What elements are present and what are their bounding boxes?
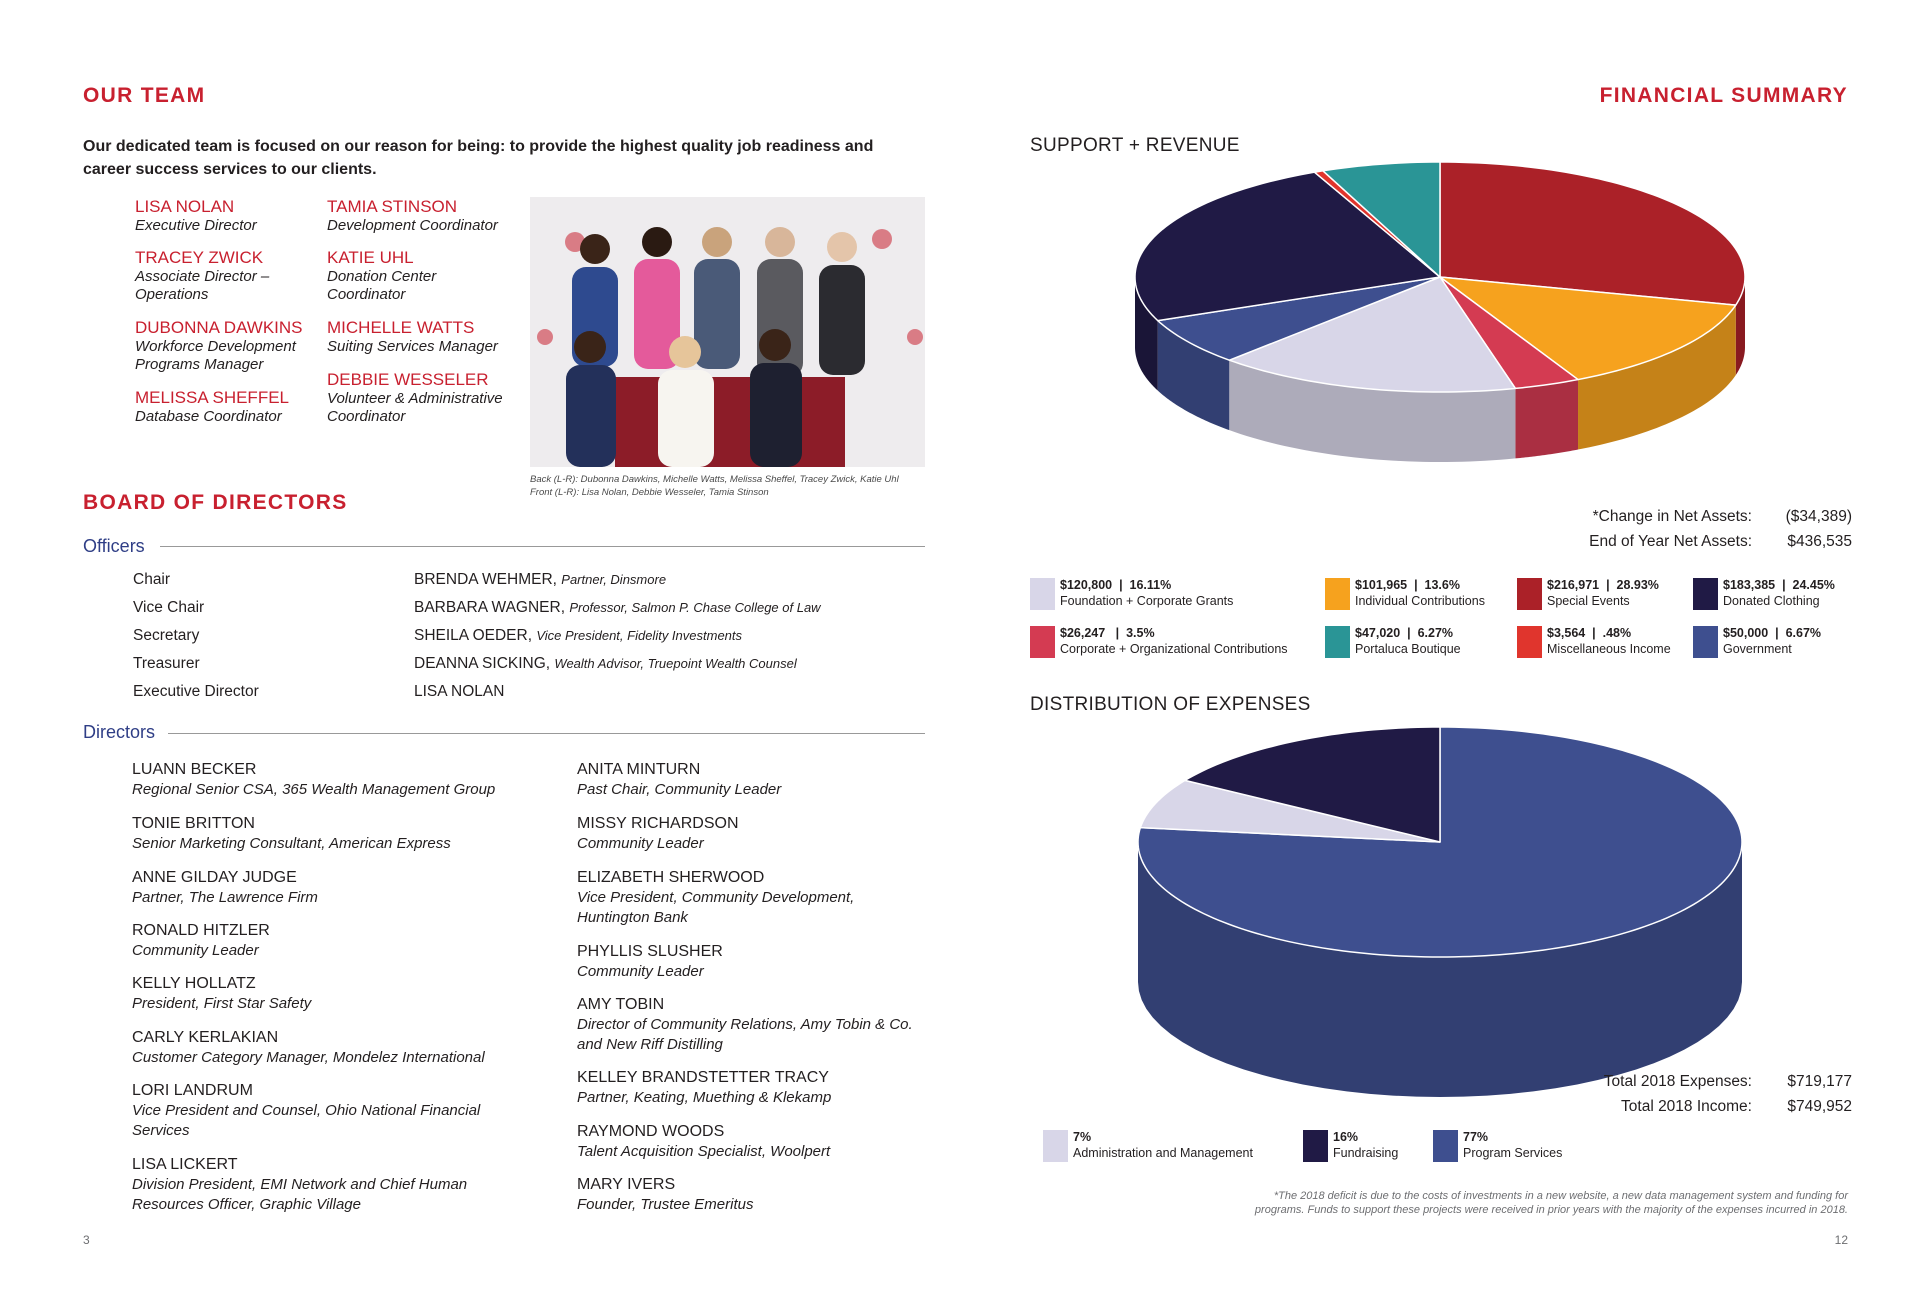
legend-label: Program Services	[1463, 1146, 1563, 1160]
change-net-assets	[1500, 508, 1852, 530]
revenue-pie-chart	[1120, 150, 1760, 520]
director-entry	[132, 1028, 532, 1068]
legend-pct: .48%	[1602, 626, 1632, 640]
legend-swatch	[1043, 1130, 1068, 1162]
staff-name: LISA NOLAN	[135, 197, 235, 216]
director-affiliation: Vice President and Counsel, Ohio National Financial Services	[132, 1102, 481, 1139]
legend-pct: 6.67%	[1785, 626, 1822, 640]
legend-amount: $50,000	[1723, 626, 1769, 640]
photo-caption-front: Front (L-R): Lisa Nolan, Debbie Wesseler, Tamia Stinson	[530, 487, 769, 498]
director-name: LORI LANDRUM	[132, 1082, 253, 1099]
total-income-value: $749,952	[1787, 1098, 1852, 1115]
staff-member	[135, 388, 330, 426]
legend-swatch	[1433, 1130, 1458, 1162]
staff-name: TRACEY ZWICK	[135, 248, 264, 267]
legend-label: Fundraising	[1333, 1146, 1399, 1160]
page-number-right: 12	[1834, 1233, 1848, 1247]
staff-member	[327, 248, 477, 304]
director-entry	[132, 1081, 512, 1141]
end-net-assets-value: $436,535	[1787, 533, 1852, 550]
end-net-assets-label: End of Year Net Assets:	[1589, 533, 1752, 550]
staff-member	[135, 318, 320, 374]
deficit-footnote	[1048, 1189, 1848, 1217]
staff-role: Associate Director – Operations	[135, 268, 270, 303]
legend-value: $50,000 | 6.67%	[1723, 626, 1822, 640]
director-name: LUANN BECKER	[132, 761, 257, 778]
page-number-left: 3	[83, 1233, 90, 1247]
legend-swatch	[1693, 578, 1718, 610]
officer-position: Executive Director	[133, 683, 259, 700]
legend-value: $120,800 | 16.11%	[1060, 578, 1172, 592]
directors-rule	[168, 733, 925, 734]
legend-pct: 16.11%	[1129, 578, 1172, 592]
officer-name-text: SHEILA OEDER,	[414, 627, 533, 644]
total-expenses-value: $719,177	[1787, 1073, 1852, 1090]
director-name: KELLEY BRANDSTETTER TRACY	[577, 1069, 829, 1086]
legend-value: $3,564 | .48%	[1547, 626, 1632, 640]
directors-label: Directors	[83, 722, 156, 742]
legend-pct: 16%	[1333, 1130, 1359, 1144]
director-name: AMY TOBIN	[577, 996, 665, 1013]
staff-member	[327, 318, 522, 356]
legend-value: $216,971 | 28.93%	[1547, 578, 1659, 592]
director-affiliation: President, First Star Safety	[132, 995, 312, 1012]
director-affiliation: Partner, Keating, Muething & Klekamp	[577, 1089, 832, 1106]
staff-name: DEBBIE WESSELER	[327, 370, 489, 389]
legend-swatch	[1517, 626, 1542, 658]
director-entry	[132, 814, 532, 854]
legend-label: Miscellaneous Income	[1547, 642, 1671, 656]
director-name: RONALD HITZLER	[132, 922, 270, 939]
legend-pct: 13.6%	[1424, 578, 1460, 592]
expenses-chart-title: DISTRIBUTION OF EXPENSES	[1030, 694, 1311, 715]
officer-affiliation: Professor, Salmon P. Chase College of Law	[569, 600, 821, 615]
officer-name	[414, 683, 504, 701]
revenue-chart-title: SUPPORT + REVENUE	[1030, 135, 1240, 156]
director-entry	[577, 760, 977, 800]
change-net-assets-label: *Change in Net Assets:	[1592, 508, 1752, 525]
officer-name-text: BARBARA WAGNER,	[414, 599, 566, 616]
staff-name: KATIE UHL	[327, 248, 414, 267]
director-name: PHYLLIS SLUSHER	[577, 943, 723, 960]
officer-name	[414, 627, 742, 645]
staff-name: MELISSA SHEFFEL	[135, 388, 289, 407]
pie-slice-side-corporate-organizational-contributions	[1515, 380, 1578, 459]
director-entry	[132, 868, 532, 908]
legend-label: Portaluca Boutique	[1355, 642, 1461, 656]
legend-pct: 7%	[1073, 1130, 1092, 1144]
officers-label: Officers	[83, 536, 145, 556]
director-entry	[577, 1068, 977, 1108]
director-affiliation: Regional Senior CSA, 365 Wealth Management Group	[132, 781, 496, 798]
legend-swatch	[1693, 626, 1718, 658]
officer-affiliation: Partner, Dinsmore	[561, 572, 667, 587]
legend-pct: 3.5%	[1126, 626, 1155, 640]
total-expenses-label: Total 2018 Expenses:	[1603, 1073, 1752, 1090]
total-income-label: Total 2018 Income:	[1621, 1098, 1752, 1115]
director-entry	[132, 760, 532, 800]
director-entry	[132, 1155, 512, 1215]
legend-amount: $216,971	[1547, 578, 1600, 592]
staff-role: Executive Director	[135, 217, 257, 234]
director-name: MARY IVERS	[577, 1176, 676, 1193]
legend-value: $26,247 | 3.5%	[1060, 626, 1155, 640]
director-affiliation: Community Leader	[132, 942, 259, 959]
director-affiliation: Community Leader	[577, 835, 704, 852]
staff-name: TAMIA STINSON	[327, 197, 458, 216]
legend-swatch	[1517, 578, 1542, 610]
director-entry	[577, 1175, 977, 1215]
officer-name-text: BRENDA WEHMER,	[414, 571, 557, 588]
legend-amount: $3,564	[1547, 626, 1586, 640]
director-affiliation: Vice President, Community Development, Huntington Bank	[577, 889, 855, 926]
total-income	[1500, 1098, 1852, 1120]
director-name: MISSY RICHARDSON	[577, 815, 739, 832]
officer-name	[414, 571, 666, 589]
officer-position: Secretary	[133, 627, 200, 644]
legend-pct: 28.93%	[1616, 578, 1659, 592]
director-name: TONIE BRITTON	[132, 815, 255, 832]
director-name: ANITA MINTURN	[577, 761, 701, 778]
legend-swatch	[1325, 626, 1350, 658]
staff-role: Donation Center Coordinator	[327, 268, 437, 303]
officers-rule	[160, 546, 925, 547]
officer-name-text: LISA NOLAN	[414, 683, 505, 700]
director-entry	[132, 921, 532, 961]
director-name: RAYMOND WOODS	[577, 1123, 725, 1140]
director-name: ANNE GILDAY JUDGE	[132, 869, 297, 886]
legend-amount: $183,385	[1723, 578, 1776, 592]
officer-position: Chair	[133, 571, 171, 588]
director-name: LISA LICKERT	[132, 1156, 238, 1173]
legend-label: Foundation + Corporate Grants	[1060, 594, 1234, 608]
staff-role: Volunteer & Administrative Coordinator	[327, 390, 503, 425]
staff-name: MICHELLE WATTS	[327, 318, 475, 337]
director-affiliation: Partner, The Lawrence Firm	[132, 889, 318, 906]
legend-value: $101,965 | 13.6%	[1355, 578, 1460, 592]
director-affiliation: Community Leader	[577, 963, 704, 980]
end-net-assets	[1500, 533, 1852, 555]
team-intro: Our dedicated team is focused on our reason for being: to provide the highest quality job readiness and career success services to our clients.	[83, 138, 874, 178]
legend-label: Corporate + Organizational Contributions	[1060, 642, 1288, 656]
director-name: ELIZABETH SHERWOOD	[577, 869, 765, 886]
director-affiliation: Senior Marketing Consultant, American Express	[132, 835, 451, 852]
director-entry	[577, 942, 977, 982]
legend-pct: 6.27%	[1417, 626, 1454, 640]
legend-swatch	[1030, 626, 1055, 658]
director-affiliation: Founder, Trustee Emeritus	[577, 1196, 754, 1213]
legend-value: $47,020 | 6.27%	[1355, 626, 1454, 640]
legend-label: Special Events	[1547, 594, 1630, 608]
director-entry	[577, 995, 937, 1055]
legend-swatch	[1030, 578, 1055, 610]
legend-value: $183,385 | 24.45%	[1723, 578, 1835, 592]
financial-summary-title: FINANCIAL SUMMARY	[1599, 84, 1848, 107]
legend-pct: 77%	[1463, 1130, 1489, 1144]
staff-name: DUBONNA DAWKINS	[135, 318, 303, 337]
director-entry	[577, 1122, 977, 1162]
change-net-assets-value: ($34,389)	[1785, 508, 1852, 525]
officer-name	[414, 599, 821, 617]
staff-member	[327, 370, 522, 426]
legend-pct: 24.45%	[1792, 578, 1835, 592]
staff-role: Development Coordinator	[327, 217, 498, 234]
director-affiliation: Talent Acquisition Specialist, Woolpert	[577, 1143, 831, 1160]
staff-role: Suiting Services Manager	[327, 338, 498, 355]
footnote-line-1: *The 2018 deficit is due to the costs of investments in a new website, a new data management system and funding for	[1273, 1190, 1848, 1202]
legend-amount: $26,247	[1060, 626, 1106, 640]
director-entry	[577, 868, 877, 928]
total-expenses	[1500, 1073, 1852, 1095]
legend-amount: $101,965	[1355, 578, 1408, 592]
legend-swatch	[1303, 1130, 1328, 1162]
staff-member	[327, 197, 522, 235]
director-name: CARLY KERLAKIAN	[132, 1029, 279, 1046]
legend-label: Government	[1723, 642, 1792, 656]
legend-label: Donated Clothing	[1723, 594, 1820, 608]
staff-role: Workforce Development Programs Manager	[135, 338, 296, 373]
officer-affiliation: Vice President, Fidelity Investments	[536, 628, 743, 643]
staff-member	[135, 248, 285, 304]
officer-position: Vice Chair	[133, 599, 205, 616]
director-affiliation: Director of Community Relations, Amy Tobin & Co. and New Riff Distilling	[577, 1016, 913, 1053]
director-affiliation: Customer Category Manager, Mondelez International	[132, 1049, 485, 1066]
officer-affiliation: Wealth Advisor, Truepoint Wealth Counsel	[554, 656, 797, 671]
footnote-line-2: programs. Funds to support these projects were received in prior years with the majority of the expenses incurred in 2018.	[1254, 1204, 1848, 1216]
officer-position: Treasurer	[133, 655, 200, 672]
staff-member	[135, 197, 330, 235]
legend-label: Individual Contributions	[1355, 594, 1485, 608]
director-entry	[577, 814, 977, 854]
director-affiliation: Past Chair, Community Leader	[577, 781, 782, 798]
photo-caption-back: Back (L-R): Dubonna Dawkins, Michelle Watts, Melissa Sheffel, Tracey Zwick, Katie Uhl	[530, 474, 899, 485]
expenses-pie-chart	[1120, 712, 1760, 1112]
board-title: BOARD OF DIRECTORS	[83, 491, 348, 514]
legend-amount: $47,020	[1355, 626, 1401, 640]
director-entry	[132, 974, 532, 1014]
director-name: KELLY HOLLATZ	[132, 975, 256, 992]
our-team-title: OUR TEAM	[83, 84, 206, 107]
officer-name	[414, 655, 797, 673]
director-affiliation: Division President, EMI Network and Chief Human Resources Officer, Graphic Village	[132, 1176, 468, 1213]
legend-swatch	[1325, 578, 1350, 610]
officer-name-text: DEANNA SICKING,	[414, 655, 551, 672]
staff-role: Database Coordinator	[135, 408, 282, 425]
team-photo	[530, 197, 925, 467]
legend-amount: $120,800	[1060, 578, 1113, 592]
legend-label: Administration and Management	[1073, 1146, 1253, 1160]
